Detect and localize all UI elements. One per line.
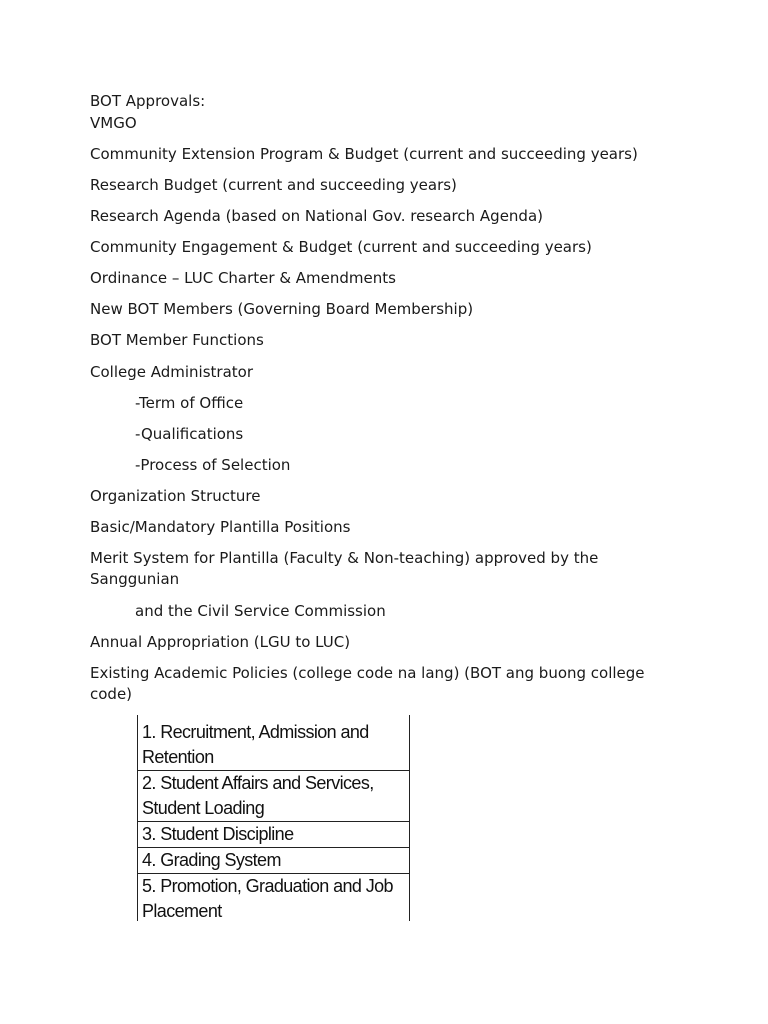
list-item: BOT Member Functions xyxy=(90,331,264,349)
table-row: 1. Recruitment, Admission and Retention xyxy=(137,720,410,770)
table-edge xyxy=(137,715,410,720)
list-item: Research Budget (current and succeeding years) xyxy=(90,176,457,194)
list-item: Organization Structure xyxy=(90,487,261,505)
list-item: New BOT Members (Governing Board Membership) xyxy=(90,300,474,318)
sub-item: -Term of Office xyxy=(135,394,244,412)
table-row: 4. Grading System xyxy=(137,848,410,873)
list-item: Basic/Mandatory Plantilla Positions xyxy=(90,518,351,536)
list-item: Ordinance – LUC Charter & Amendments xyxy=(90,269,396,287)
list-item: Merit System for Plantilla (Faculty & Non-teaching) approved by the Sanggunian xyxy=(90,549,599,588)
sub-item: -Qualifications xyxy=(135,425,244,443)
academic-policies-table xyxy=(137,715,411,921)
table-row: 2. Student Affairs and Services, Student Loading xyxy=(137,771,410,821)
list-item: VMGO xyxy=(90,114,137,132)
list-item: Community Extension Program & Budget (current and succeeding years) xyxy=(90,145,638,163)
sub-item: and the Civil Service Commission xyxy=(135,602,386,620)
list-item: Research Agenda (based on National Gov. research Agenda) xyxy=(90,207,543,225)
list-item: Existing Academic Policies (college code na lang) (BOT ang buong college code) xyxy=(90,664,645,703)
list-item: Community Engagement & Budget (current and succeeding years) xyxy=(90,238,592,256)
table-row: 3. Student Discipline xyxy=(137,822,410,847)
sub-item: -Process of Selection xyxy=(135,456,291,474)
list-item: Annual Appropriation (LGU to LUC) xyxy=(90,633,351,651)
list-item: College Administrator xyxy=(90,363,253,381)
table-row: 5. Promotion, Graduation and Job Placement xyxy=(137,874,410,921)
heading-bot-approvals: BOT Approvals: xyxy=(90,92,206,110)
